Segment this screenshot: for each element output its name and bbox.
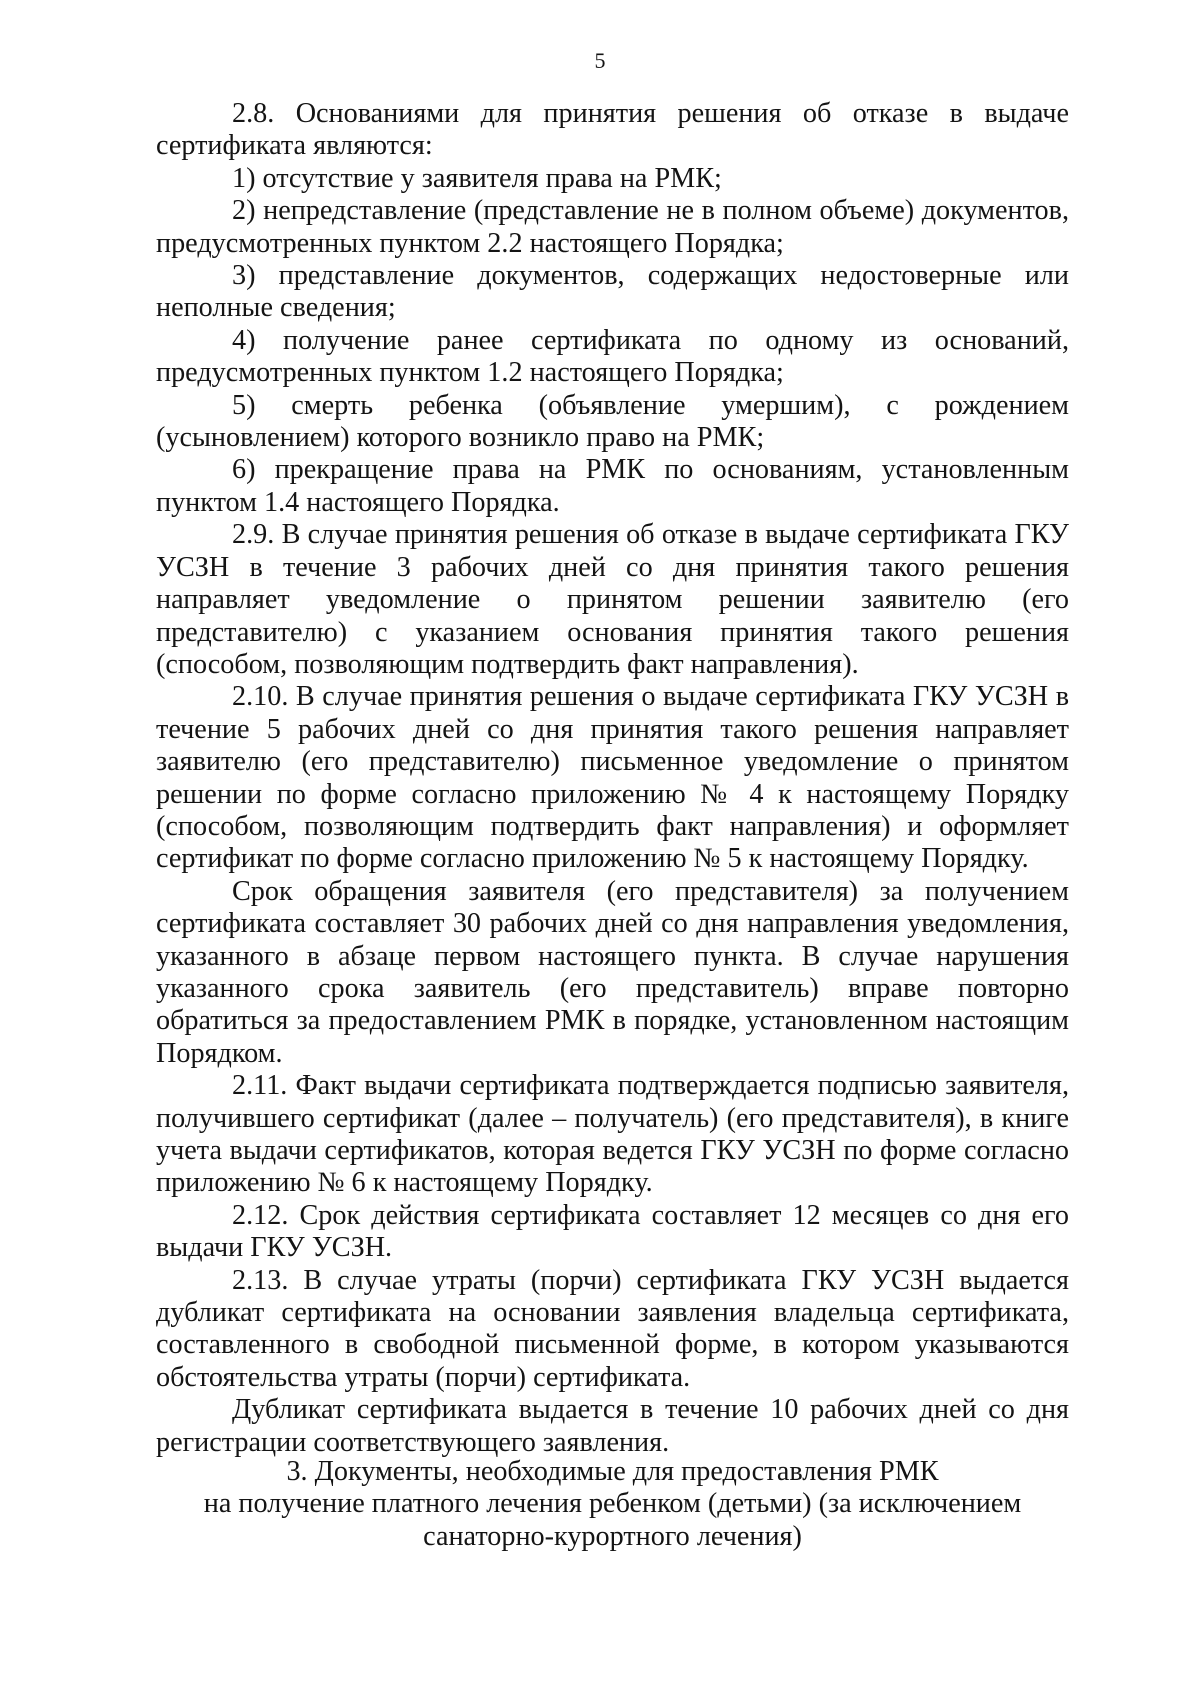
section-heading-line-3: санаторно-курортного лечения) (423, 1520, 802, 1552)
section-heading-line-2: на получение платного лечения ребенком (детьми) (за исключением (203, 1488, 1022, 1520)
paragraph-2-8-item-5: 5) смерть ребенка (объявление умершим), с рождением (усыновлением) которого возникло право на РМК; (156, 389, 1069, 454)
paragraph-2-11: 2.11. Факт выдачи сертификата подтверждается подписью заявителя, получившего сертификат (далее – получатель) (его представителя), в книге учета выдачи сертификатов, которая ведется ГКУ УСЗН по форме согласно приложению № 6 к настоящему Порядку. (156, 1070, 1069, 1199)
section-heading-line-1: 3. Документы, необходимые для предоставления РМК (286, 1456, 939, 1487)
paragraph-2-13: 2.13. В случае утраты (порчи) сертификата ГКУ УСЗН выдается дубликат сертификата на основании заявления владельца сертификата, составленного в свободной письменной форме, в котором указываются обстоятельства утраты (порчи) сертификата. (156, 1264, 1069, 1393)
paragraph-2-12: 2.12. Срок действия сертификата составляет 12 месяцев со дня его выдачи ГКУ УСЗН. (156, 1199, 1069, 1264)
paragraph-2-8-item-4: 4) получение ранее сертификата по одному из оснований, предусмотренных пунктом 1.2 настоящего Порядка; (156, 324, 1069, 389)
paragraph-2-9: 2.9. В случае принятия решения об отказе в выдаче сертификата ГКУ УСЗН в течение 3 рабочих дней со дня принятия такого решения направляет уведомление о принятом решении заявителю (его представителю) с указанием основания принятия такого решения (способом, позволяющим подтвердить факт направления). (156, 519, 1069, 680)
paragraph-2-8-item-6: 6) прекращение права на РМК по основаниям, установленным пунктом 1.4 настоящего Порядка. (156, 454, 1069, 518)
paragraph-2-8-item-1: 1) отсутствие у заявителя права на РМК; (232, 162, 722, 194)
paragraph-2-10: 2.10. В случае принятия решения о выдаче сертификата ГКУ УСЗН в течение 5 рабочих дней со дня принятия такого решения направляет заявителю (его представителю) письменное уведомление о принятом решении по форме согласно приложению № 4 к настоящему Порядку (способом, позволяющим подтвердить факт направления) и оформляет сертификат по форме согласно приложению № 5 к настоящему Порядку. (156, 681, 1069, 875)
paragraph-2-8-item-3: 3) представление документов, содержащих недостоверные или неполные сведения; (156, 260, 1069, 324)
document-body (156, 98, 1069, 1459)
section-heading (156, 1456, 1069, 1553)
paragraph-2-13-duplicate: Дубликат сертификата выдается в течение 10 рабочих дней со дня регистрации соответствующего заявления. (156, 1394, 1069, 1458)
page-number: 5 (594, 48, 606, 73)
paragraph-2-8-item-2: 2) непредставление (представление не в полном объеме) документов, предусмотренных пунктом 2.2 настоящего Порядка; (156, 195, 1069, 259)
paragraph-2-8: 2.8. Основаниями для принятия решения об отказе в выдаче сертификата являются: (156, 98, 1069, 162)
paragraph-2-10-deadline: Срок обращения заявителя (его представителя) за получением сертификата составляет 30 рабочих дней со дня направления уведомления, указанного в абзаце первом настоящего пункта. В случае нарушения указанного срока заявитель (его представитель) вправе повторно обратиться за предоставлением РМК в порядке, установленном настоящим Порядком. (156, 875, 1069, 1069)
